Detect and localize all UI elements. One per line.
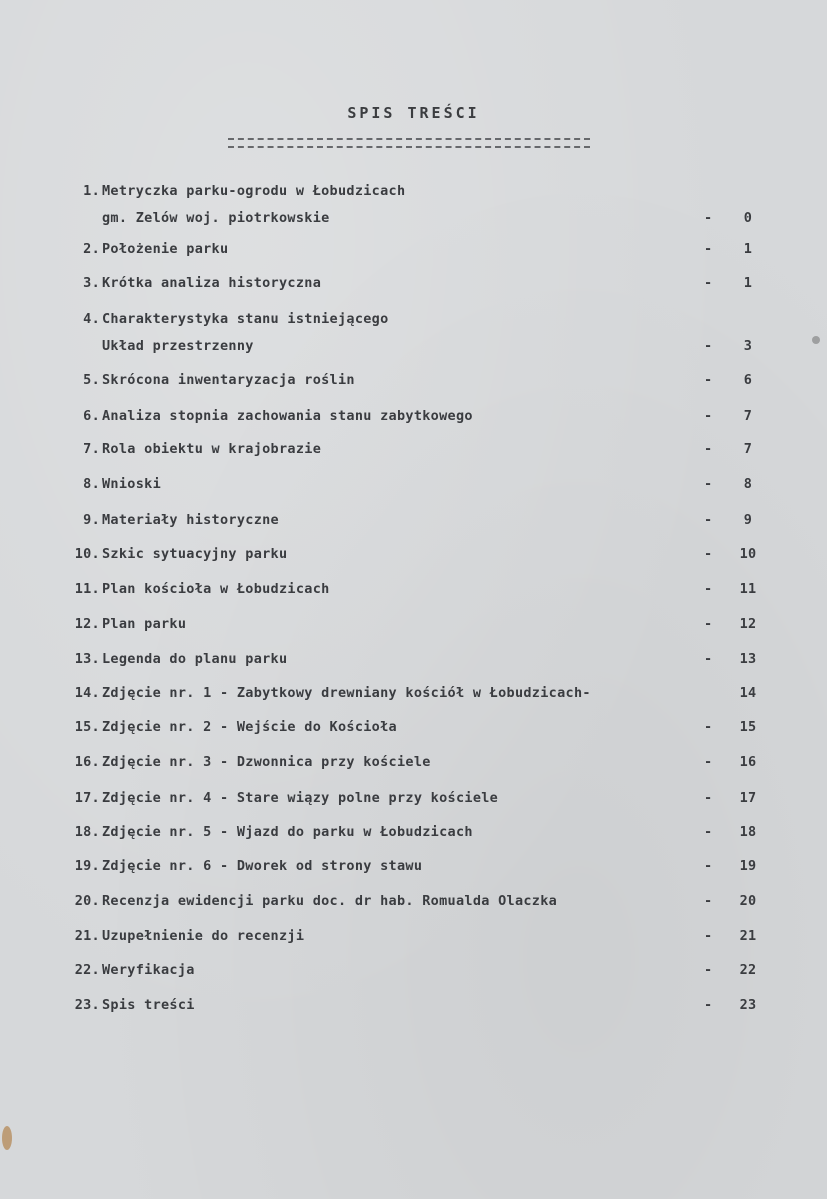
toc-entry-page-number: 9	[743, 512, 753, 528]
toc-entry-page-number: 12	[739, 616, 757, 632]
toc-entry-title: Weryfikacja	[102, 962, 195, 978]
toc-entry-title: Skrócona inwentaryzacja roślin	[102, 372, 355, 388]
toc-entry-title: Zdjęcie nr. 5 - Wjazd do parku w Łobudzicach	[102, 824, 473, 840]
toc-entry-dash: -	[704, 441, 713, 457]
toc-entry-title: Uzupełnienie do recenzji	[102, 928, 305, 944]
toc-entry-number: 13.	[74, 651, 100, 667]
toc-entry-title: Spis treści	[102, 997, 195, 1013]
paper-stain	[2, 1126, 12, 1150]
toc-entry-page-number: 21	[739, 928, 757, 944]
toc-entry-page-number: 15	[739, 719, 757, 735]
toc-entry-number: 21.	[74, 928, 100, 944]
toc-entry-number: 7.	[83, 441, 100, 457]
toc-entry-title-continued: Układ przestrzenny	[102, 338, 254, 354]
toc-entry-title: Rola obiektu w krajobrazie	[102, 441, 322, 457]
toc-entry-dash: -	[704, 581, 713, 597]
toc-entry-dash: -	[704, 754, 713, 770]
toc-entry-title: Zdjęcie nr. 3 - Dzwonnica przy kościele	[102, 754, 431, 770]
toc-entry-page-number: 7	[743, 408, 753, 424]
toc-entry-page-number: 7	[743, 441, 753, 457]
toc-entry-number: 3.	[83, 275, 100, 291]
toc-entry-page-number: 10	[739, 546, 757, 562]
toc-entry-title: Wnioski	[102, 476, 161, 492]
toc-entry-title: Zdjęcie nr. 1 - Zabytkowy drewniany kościół w Łobudzicach-	[102, 685, 591, 701]
toc-entry-page-number: 3	[743, 338, 753, 354]
toc-entry-dash: -	[704, 275, 713, 291]
toc-entry-number: 22.	[74, 962, 100, 978]
toc-entry-page-number: 13	[739, 651, 757, 667]
toc-entry-page-number: 8	[743, 476, 753, 492]
toc-entry-number: 20.	[74, 893, 100, 909]
toc-entry-page-number: 19	[739, 858, 757, 874]
toc-entry-dash: -	[704, 824, 713, 840]
toc-entry-title: Szkic sytuacyjny parku	[102, 546, 288, 562]
toc-entry-page-number: 11	[739, 581, 757, 597]
toc-entry-dash: -	[704, 928, 713, 944]
toc-entry-number: 23.	[74, 997, 100, 1013]
toc-entry-page-number: 17	[739, 790, 757, 806]
toc-entry-page-number: 0	[743, 210, 753, 226]
toc-entry-number: 17.	[74, 790, 100, 806]
toc-entry-dash: -	[704, 790, 713, 806]
toc-entry-number: 16.	[74, 754, 100, 770]
toc-entry-dash: -	[704, 546, 713, 562]
toc-entry-title: Plan kościoła w Łobudzicach	[102, 581, 330, 597]
toc-entry-title: Plan parku	[102, 616, 187, 632]
toc-entry-number: 2.	[83, 241, 100, 257]
toc-entry-title: Zdjęcie nr. 6 - Dworek od strony stawu	[102, 858, 423, 874]
toc-entry-dash: -	[704, 476, 713, 492]
toc-entry-dash: -	[704, 997, 713, 1013]
toc-entry-dash: -	[704, 616, 713, 632]
toc-entry-number: 19.	[74, 858, 100, 874]
toc-entry-title: Charakterystyka stanu istniejącego	[102, 311, 389, 327]
toc-entry-number: 15.	[74, 719, 100, 735]
toc-entry-title: Zdjęcie nr. 4 - Stare wiązy polne przy kościele	[102, 790, 499, 806]
toc-entry-dash: -	[704, 858, 713, 874]
toc-entry-page-number: 20	[739, 893, 757, 909]
toc-entry-dash: -	[704, 512, 713, 528]
toc-entry-dash: -	[704, 651, 713, 667]
toc-entry-page-number: 1	[743, 275, 753, 291]
toc-entry-title: Zdjęcie nr. 2 - Wejście do Kościoła	[102, 719, 397, 735]
toc-entry-title: Recenzja ewidencji parku doc. dr hab. Romualda Olaczka	[102, 893, 558, 909]
toc-entry-page-number: 22	[739, 962, 757, 978]
page-title: SPIS TREŚCI	[347, 104, 480, 122]
toc-entry-number: 12.	[74, 616, 100, 632]
toc-entry-dash: -	[704, 962, 713, 978]
toc-entry-number: 9.	[83, 512, 100, 528]
toc-entry-number: 14.	[74, 685, 100, 701]
toc-entry-page-number: 14	[739, 685, 757, 701]
toc-entry-title: Metryczka parku-ogrodu w Łobudzicach	[102, 183, 406, 199]
toc-entry-number: 10.	[74, 546, 100, 562]
toc-entry-page-number: 16	[739, 754, 757, 770]
toc-entry-number: 5.	[83, 372, 100, 388]
toc-entry-number: 4.	[83, 311, 100, 327]
toc-entry-dash: -	[704, 719, 713, 735]
toc-entry-number: 1.	[83, 183, 100, 199]
toc-entry-dash: -	[704, 893, 713, 909]
toc-entry-title: Krótka analiza historyczna	[102, 275, 322, 291]
toc-entry-number: 6.	[83, 408, 100, 424]
toc-entry-page-number: 6	[743, 372, 753, 388]
toc-entry-number: 18.	[74, 824, 100, 840]
toc-entry-title: Materiały historyczne	[102, 512, 279, 528]
toc-entry-number: 8.	[83, 476, 100, 492]
toc-entry-title-continued: gm. Zelów woj. piotrkowskie	[102, 210, 330, 226]
paper-speck	[812, 336, 820, 344]
toc-entry-number: 11.	[74, 581, 100, 597]
toc-entry-page-number: 18	[739, 824, 757, 840]
toc-entry-dash: -	[704, 338, 713, 354]
toc-entry-dash: -	[704, 408, 713, 424]
toc-entry-dash: -	[704, 241, 713, 257]
toc-entry-dash: -	[704, 372, 713, 388]
toc-entry-page-number: 23	[739, 997, 757, 1013]
toc-entry-title: Legenda do planu parku	[102, 651, 288, 667]
toc-entry-dash: -	[704, 210, 713, 226]
toc-entry-title: Analiza stopnia zachowania stanu zabytkowego	[102, 408, 473, 424]
toc-entry-title: Położenie parku	[102, 241, 229, 257]
toc-entry-page-number: 1	[743, 241, 753, 257]
